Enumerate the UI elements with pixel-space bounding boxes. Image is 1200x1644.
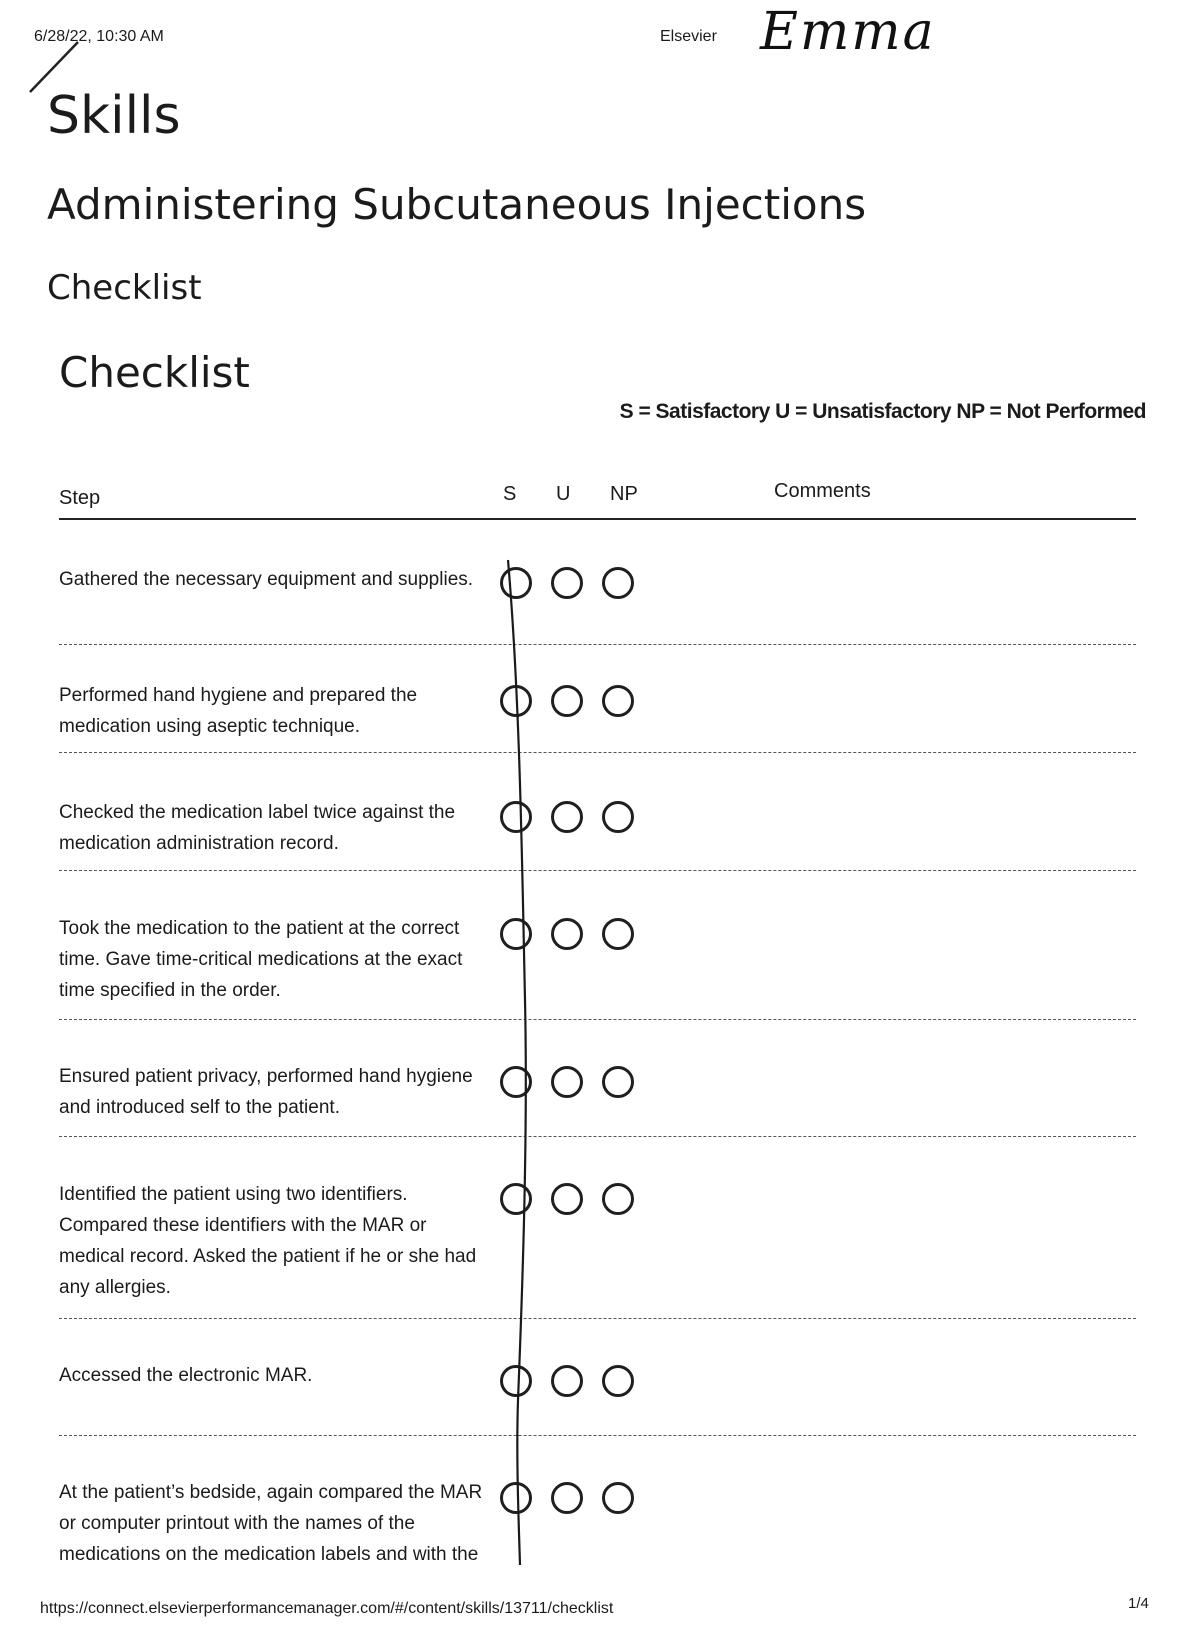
radio-not-performed[interactable] (602, 1066, 634, 1098)
radio-unsatisfactory[interactable] (551, 685, 583, 717)
row-separator (59, 1318, 1136, 1319)
radio-satisfactory[interactable] (500, 685, 532, 717)
column-header-comments: Comments (774, 480, 871, 502)
step-text: Ensured patient privacy, performed hand hygiene and introduced self to the patient. (59, 1066, 473, 1118)
header-rule (59, 518, 1136, 520)
radio-satisfactory[interactable] (500, 801, 532, 833)
radio-satisfactory[interactable] (500, 1066, 532, 1098)
header-datetime: 6/28/22, 10:30 AM (34, 28, 164, 45)
skill-title: Administering Subcutaneous Injections (47, 180, 867, 229)
step-text: Performed hand hygiene and prepared the medication using aseptic technique. (59, 685, 418, 737)
rating-legend: S = Satisfactory U = Unsatisfactory NP = Not Performed (619, 400, 1146, 423)
column-header-step: Step (59, 487, 101, 509)
step-text: Checked the medication label twice against the medication administration record. (59, 802, 456, 854)
radio-satisfactory[interactable] (500, 918, 532, 950)
footer-url: https://connect.elsevierperformancemanager.com/#/content/skills/13711/checklist (40, 1600, 614, 1617)
page-title: Skills (47, 86, 181, 146)
radio-not-performed[interactable] (602, 685, 634, 717)
step-text: At the patient’s bedside, again compared the MAR or computer printout with the names of the medications on the medication labels and with the (59, 1482, 483, 1565)
column-header-s: S (503, 483, 517, 505)
radio-not-performed[interactable] (602, 801, 634, 833)
radio-unsatisfactory[interactable] (551, 1365, 583, 1397)
radio-not-performed[interactable] (602, 567, 634, 599)
radio-unsatisfactory[interactable] (551, 1183, 583, 1215)
row-separator (59, 870, 1136, 871)
column-header-np: NP (610, 483, 638, 505)
row-separator (59, 752, 1136, 753)
step-text: Identified the patient using two identifiers. Compared these identifiers with the MAR or medical record. Asked the patient if he or she had any allergies. (59, 1184, 477, 1298)
step-text: Accessed the electronic MAR. (59, 1365, 313, 1386)
page-subtitle: Checklist (47, 268, 202, 308)
radio-not-performed[interactable] (602, 1183, 634, 1215)
radio-not-performed[interactable] (602, 1482, 634, 1514)
radio-unsatisfactory[interactable] (551, 918, 583, 950)
row-separator (59, 644, 1136, 645)
row-separator (59, 1435, 1136, 1436)
radio-satisfactory[interactable] (500, 567, 532, 599)
radio-not-performed[interactable] (602, 1365, 634, 1397)
row-separator (59, 1136, 1136, 1137)
radio-unsatisfactory[interactable] (551, 1482, 583, 1514)
page-number: 1/4 (1128, 1595, 1149, 1612)
row-separator (59, 1019, 1136, 1020)
column-header-u: U (556, 483, 571, 505)
radio-satisfactory[interactable] (500, 1183, 532, 1215)
step-text: Gathered the necessary equipment and supplies. (59, 569, 474, 590)
radio-satisfactory[interactable] (500, 1365, 532, 1397)
section-title: Checklist (59, 348, 250, 397)
radio-unsatisfactory[interactable] (551, 567, 583, 599)
radio-satisfactory[interactable] (500, 1482, 532, 1514)
handwritten-signature: Emma (760, 2, 936, 62)
radio-unsatisfactory[interactable] (551, 801, 583, 833)
step-text: Took the medication to the patient at the correct time. Gave time-critical medications at the exact time specified in the order. (59, 918, 463, 1001)
header-publisher: Elsevier (660, 28, 717, 45)
radio-not-performed[interactable] (602, 918, 634, 950)
radio-unsatisfactory[interactable] (551, 1066, 583, 1098)
